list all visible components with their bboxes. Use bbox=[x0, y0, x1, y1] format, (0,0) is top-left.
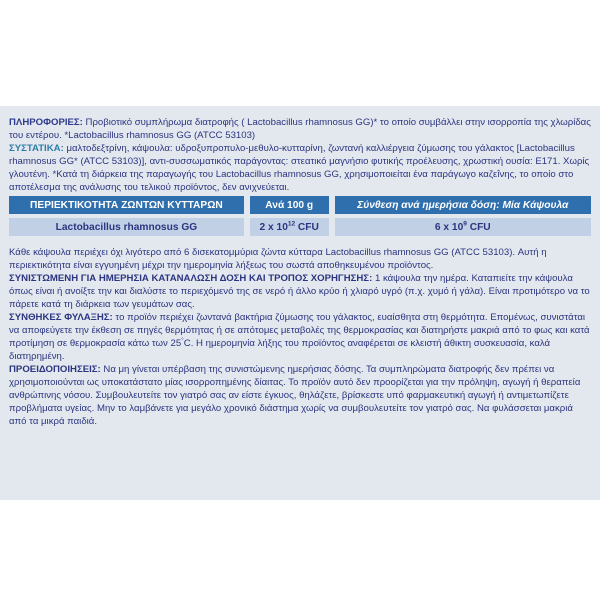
table-cell-per-100g bbox=[250, 218, 329, 236]
warnings-text: Να μη γίνεται υπέρβαση της συνιστώμενης ημερήσιας δόσης. Τα συμπληρώματα διατροφής δεν πρέπει να χρησιμοποιούνται ως υποκατάστατο μίας ισορροπημένης δίαιτας. Το προϊόν αυτό δεν προορίζεται για την πρόληψη, αγωγή ή θεραπεία ανθρώπινης νόσου. Συμβουλευτείτε τον γιατρό σας αν είστε έγκυος, θηλάζετε, βρίσκεστε υπό φαρμακευτική αγωγή ή αντιμετωπίζετε προβλήματα υγείας. Μην το λαμβάνετε για μεγάλο χρονικό διάστημα χωρίς να συμβουλευτείτε τον γιατρό σας. Να φυλάσσεται μακριά από τα μικρά παιδιά. bbox=[9, 364, 581, 427]
dosage-text: 1 κάψουλα την ημέρα. Καταπιείτε την κάψουλα όπως είναι ή ανοίξτε την και διαλύστε το περιεχόμενό της σε νερό ή άλλο κρύο ή χλιαρό υγρό (π.χ. χυμό ή γάλα). Είναι προτιμότερο να το πάρετε κατά τη διάρκεια των γευμάτων σας. bbox=[9, 273, 590, 310]
per100-base: 2 x 10 bbox=[259, 221, 288, 233]
table-row bbox=[9, 218, 591, 236]
table-header-row bbox=[9, 196, 591, 214]
live-cells-table bbox=[3, 192, 597, 240]
storage-section bbox=[9, 311, 591, 363]
warnings-heading: ΠΡΟΕΙΔΟΠΟΙΗΣΕΙΣ: bbox=[9, 364, 101, 375]
warnings-section bbox=[9, 363, 591, 428]
table-cell-daily-dose bbox=[335, 218, 591, 236]
ingredients-heading: ΣΥΣΤΑΤΙΚΑ: bbox=[9, 143, 64, 154]
table-cell-strain: Lactobacillus rhamnosus GG bbox=[9, 218, 244, 236]
dosage-heading: ΣΥΝΙΣΤΩΜΕΝΗ ΓΙΑ ΗΜΕΡΗΣΙΑ ΚΑΤΑΝΑΛΩΣΗ ΔΟΣΗ ΚΑΙ ΤΡΟΠΟΣ ΧΟΡΗΓΗΣΗΣ: bbox=[9, 273, 373, 284]
table-header-per-100g: Ανά 100 g bbox=[250, 196, 329, 214]
ingredients-section bbox=[9, 142, 591, 194]
info-text: Προβιοτικό συμπλήρωμα διατροφής ( Lactobacillus rhamnosus GG)* το οποίο συμβάλλει στην ισορροπία της χλωρίδας του εντέρου. *Lactobacillus rhamnosus GG (ATCC 53103) bbox=[9, 117, 591, 141]
storage-text-end: C. Η ημερομηνία λήξης του προϊόντος αναφέρεται σε κλειστή άθικτη συσκευασία, καλά διατηρημένη. bbox=[9, 338, 551, 362]
ingredients-text: μαλτοδεξτρίνη, κάψουλα: υδροξυπροπυλο-μεθυλο-κυτταρίνη, ζωντανή καλλιέργεια ζύμωσης του γάλακτος [Lactobacillus rhamnosus GG* (ATCC 53103)], αντι-συσσωματικός παράγοντας: στεατικό μαγνήσιο φυτικής προέλευσης, χρωστική ουσία: Ε171. Χωρίς γλουτένη. *Κατά τη διάρκεια της παραγωγής του Lactobacillus rhamnosus GG, χρησιμοποιείται ένα παράγωγο καζεΐνης, το οποίο στο αποτέλεσμα της ανάλυσης του τελικού προϊόντος, δεν ανιχνεύεται. bbox=[9, 143, 590, 193]
dose-base: 6 x 10 bbox=[434, 221, 464, 233]
dose-exponent: 9 bbox=[463, 220, 467, 228]
storage-text-start: το προϊόν περιέχει ζωντανά βακτήρια ζύμωσης του γάλακτος, ευαίσθητα στη θερμότητα. Επομένως, συνιστάται να αποφεύγετε την έκθεση σε πηγές θερμότητας ή σε απότομες μεταβολές της θερμοκρασίας και διατηρήστε μακριά από το φως και κατά προτίμηση σε θερμοκρασία κάτω των 25 bbox=[9, 312, 590, 349]
table-header-content: ΠΕΡΙΕΚΤΙΚΟΤΗΤΑ ΖΩΝΤΩΝ ΚΥΤΤΑΡΩΝ bbox=[9, 196, 244, 214]
info-heading: ΠΛΗΡΟΦΟΡΙΕΣ: bbox=[9, 117, 83, 128]
dosage-section bbox=[9, 272, 591, 311]
table-header-daily-dose: Σύνθεση ανά ημερήσια δόση: Μία Κάψουλα bbox=[335, 196, 591, 214]
dose-unit: CFU bbox=[466, 221, 491, 233]
storage-heading: ΣΥΝΘΗΚΕΣ ΦΥΛΑΞΗΣ: bbox=[9, 312, 113, 323]
info-section bbox=[9, 116, 591, 142]
per100-exponent: 12 bbox=[287, 220, 296, 228]
guarantee-note: Κάθε κάψουλα περιέχει όχι λιγότερο από 6 δισεκατομμύρια ζώντα κύτταρα Lactobacillus rhamnosus GG (ATCC 53103). Αυτή η περιεκτικότητα είναι εγγυημένη μέχρι την ημερομηνία λήξεως του σωστά αποθηκευμένου προϊόντος. bbox=[9, 247, 547, 271]
per100-unit: CFU bbox=[295, 221, 319, 233]
degree-sign: ° bbox=[181, 336, 184, 344]
product-label-panel bbox=[0, 106, 600, 500]
